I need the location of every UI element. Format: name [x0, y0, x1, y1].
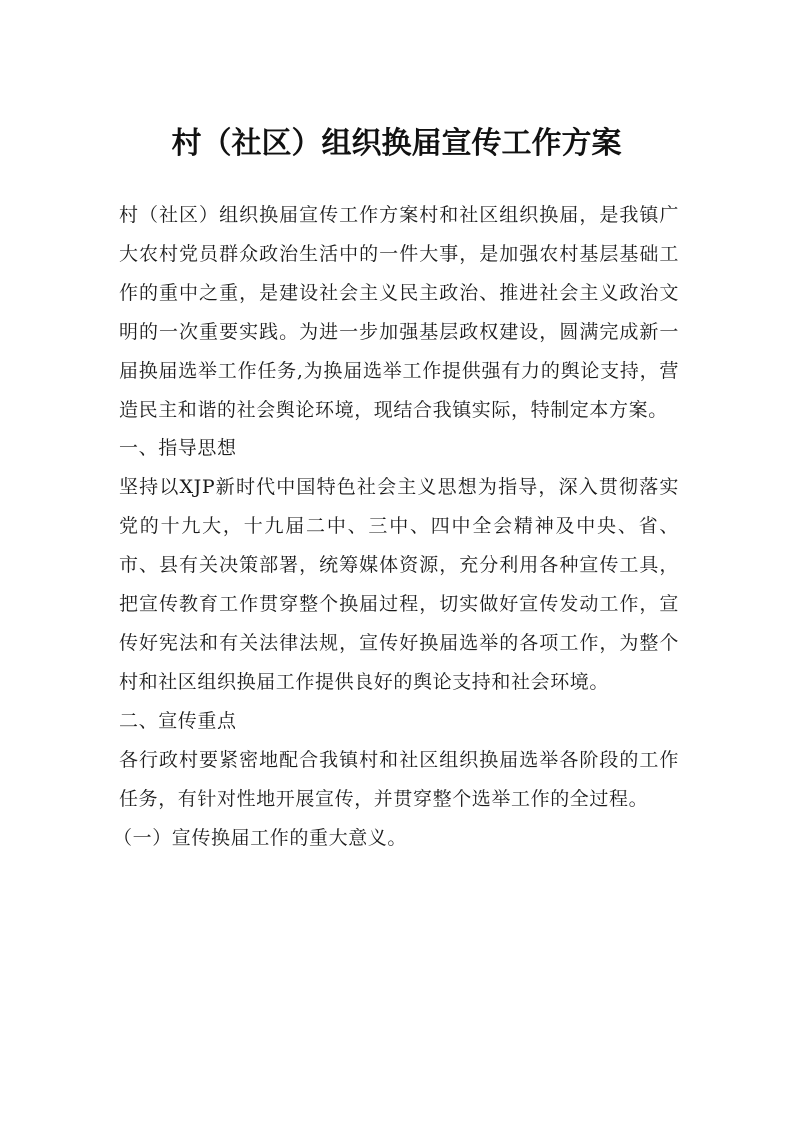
publicity-focus-paragraph: 各行政村要紧密地配合我镇村和社区组织换届选举各阶段的工作任务，有针对性地开展宣传，并贯穿整个选举工作的全过程。: [119, 748, 679, 810]
intro-paragraph: 村（社区）组织换届宣传工作方案村和社区组织换届，是我镇广大农村党员群众政治生活中的一件大事，是加强农村基层基础工作的重中之重，是建设社会主义民主政治、推进社会主义政治文明的一次重要实践。为进一步加强基层政权建设，圆满完成新一届换届选举工作任务,为换届选举工作提供强有力的舆论支持，营造民主和谐的社会舆论环境，现结合我镇实际，特制定本方案。: [119, 204, 679, 421]
section-heading-publicity-focus: 二、宣传重点: [119, 709, 237, 732]
guiding-ideology-paragraph: 坚持以XJP新时代中国特色社会主义思想为指导，深入贯彻落实党的十九大，十九届二中、三中、四中全会精神及中央、省、市、县有关决策部署，统筹媒体资源，充分利用各种宣传工具，把宣传教育工作贯穿整个换届过程，切实做好宣传发动工作，宣传好宪法和有关法律法规，宣传好换届选举的各项工作，为整个村和社区组织换届工作提供良好的舆论支持和社会环境。: [119, 476, 679, 693]
document-body: [113, 196, 679, 857]
subsection-heading-significance: （一）宣传换届工作的重大意义。: [113, 826, 408, 849]
document-title: 村（社区）组织换届宣传工作方案: [171, 126, 622, 161]
section-heading-guiding-ideology: 一、指导思想: [119, 437, 237, 460]
